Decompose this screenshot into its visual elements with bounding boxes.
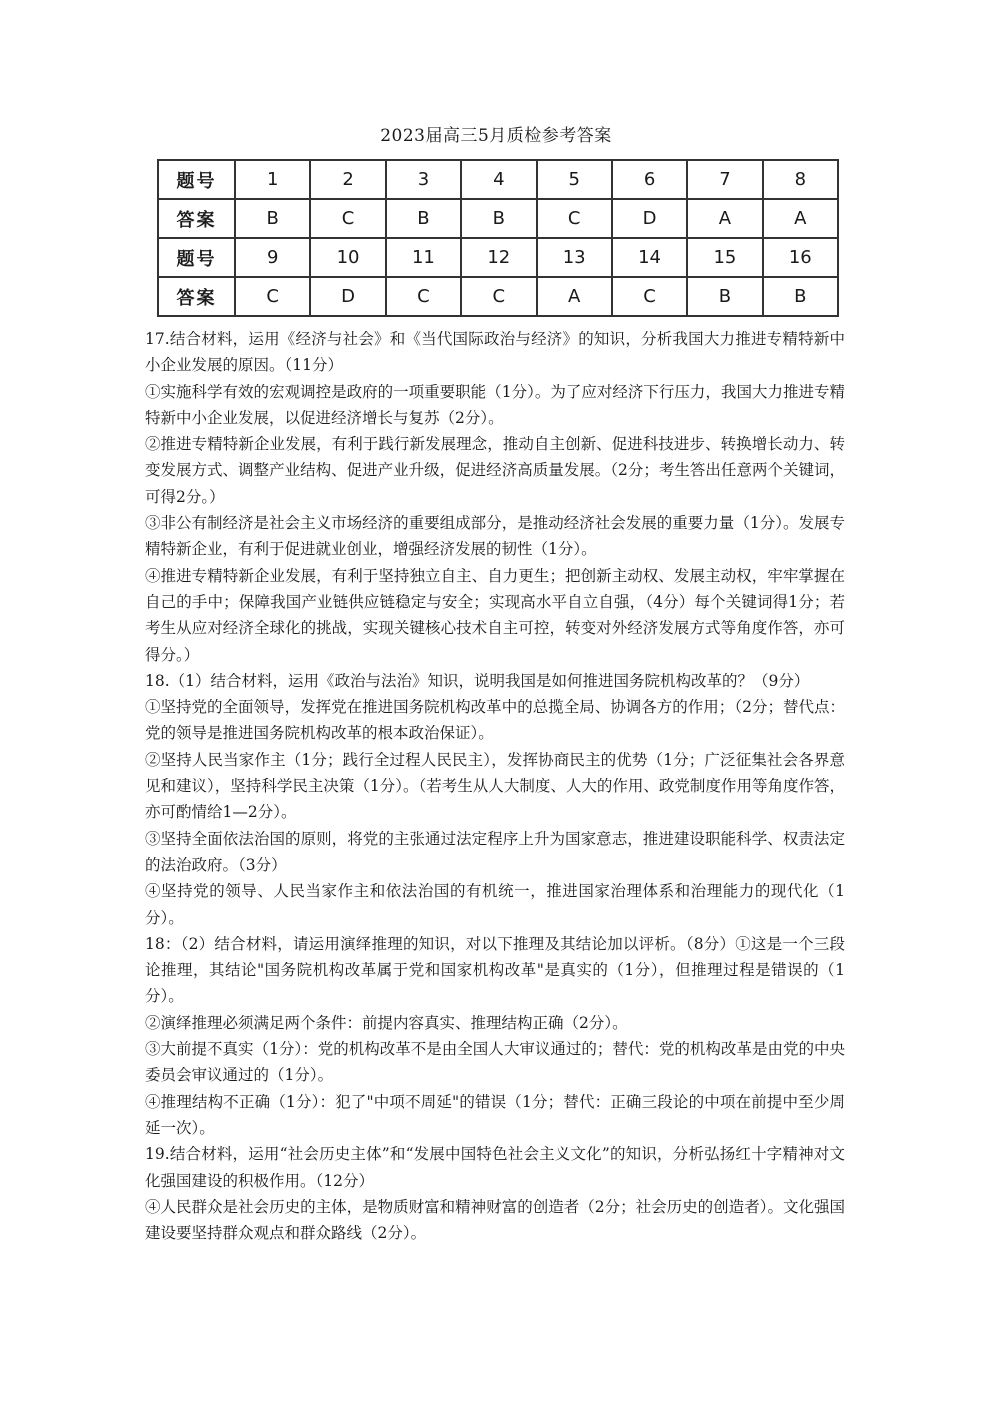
- answer-point: ③非公有制经济是社会主义市场经济的重要组成部分，是推动经济社会发展的重要力量（1分）。发展专精特新企业，有利于促进就业创业，增强经济发展的韧性（1分）。: [145, 514, 845, 559]
- answer-point: ③大前提不真实（1分）：党的机构改革不是由全国人大审议通过的；替代：党的机构改革是由党的中央委员会审议通过的（1分）。: [145, 1040, 845, 1085]
- answer-point: ②坚持人民当家作主（1分；践行全过程人民民主），发挥协商民主的优势（1分；广泛征集社会各界意见和建议），坚持科学民主决策（1分）。（若考生从人大制度、人大的作用、政党制度作用等角度作答，亦可酌情给1—2分）。: [145, 750, 845, 822]
- answer-explanations: [145, 326, 845, 1246]
- table-cell: C: [310, 199, 385, 238]
- question-19-heading: 19.结合材料，运用“社会历史主体”和“发展中国特色社会主义文化”的知识，分析弘扬红十字精神对文化强国建设的积极作用。（12分）: [145, 1145, 845, 1190]
- table-cell: 8: [763, 160, 838, 199]
- table-cell: B: [235, 199, 310, 238]
- table-cell: 14: [612, 238, 687, 277]
- table-cell: A: [763, 199, 838, 238]
- table-cell: D: [310, 277, 385, 316]
- table-cell: 13: [537, 238, 612, 277]
- table-row: [158, 160, 838, 199]
- table-cell: 6: [612, 160, 687, 199]
- table-cell: 12: [461, 238, 536, 277]
- table-cell: D: [612, 199, 687, 238]
- answer-point: ③坚持全面依法治国的原则，将党的主张通过法定程序上升为国家意志，推进建设职能科学、权责法定的法治政府。（3分）: [145, 829, 845, 874]
- row-header: 题号: [158, 238, 235, 277]
- table-cell: A: [687, 199, 762, 238]
- table-cell: C: [386, 277, 461, 316]
- page-title: 2023届高三5月质检参考答案: [380, 126, 612, 146]
- answer-point: ②演绎推理必须满足两个条件：前提内容真实、推理结构正确（2分）。: [145, 1013, 628, 1032]
- answer-point: ④推进专精特新企业发展，有利于坚持独立自主、自力更生；把创新主动权、发展主动权，牢牢掌握在自己的手中；保障我国产业链供应链稳定与安全；实现高水平自立自强，（4分）每个关键词得1分；若考生从应对经济全球化的挑战，实现关键核心技术自主可控，转变对外经济发展方式等角度作答，亦可得分。）: [145, 566, 845, 664]
- answer-point: ④推理结构不正确（1分）：犯了"中项不周延"的错误（1分；替代：正确三段论的中项在前提中至少周延一次）。: [145, 1092, 845, 1137]
- table-cell: C: [461, 277, 536, 316]
- question-17-heading: 17.结合材料，运用《经济与社会》和《当代国际政治与经济》的知识，分析我国大力推进专精特新中小企业发展的原因。（11分）: [145, 330, 845, 375]
- table-cell: 1: [235, 160, 310, 199]
- table-cell: C: [537, 199, 612, 238]
- answer-point: ④人民群众是社会历史的主体，是物质财富和精神财富的创造者（2分；社会历史的创造者）。文化强国建设要坚持群众观点和群众路线（2分）。: [145, 1197, 845, 1243]
- table-cell: 3: [386, 160, 461, 199]
- question-18-1-heading: 18.（1）结合材料，运用《政治与法治》知识，说明我国是如何推进国务院机构改革的？（9分）: [145, 671, 810, 690]
- table-cell: 7: [687, 160, 762, 199]
- row-header: 答案: [158, 199, 235, 238]
- table-cell: C: [612, 277, 687, 316]
- table-row: [158, 238, 838, 277]
- table-cell: B: [461, 199, 536, 238]
- table-cell: 2: [310, 160, 385, 199]
- table-cell: 4: [461, 160, 536, 199]
- table-cell: B: [687, 277, 762, 316]
- table-row: [158, 277, 838, 316]
- table-cell: 11: [386, 238, 461, 277]
- table-cell: B: [763, 277, 838, 316]
- table-cell: 10: [310, 238, 385, 277]
- table-cell: B: [386, 199, 461, 238]
- table-row: [158, 199, 838, 238]
- answer-point: ①实施科学有效的宏观调控是政府的一项重要职能（1分）。为了应对经济下行压力，我国大力推进专精特新中小企业发展，以促进经济增长与复苏（2分）。: [145, 382, 845, 427]
- table-cell: 9: [235, 238, 310, 277]
- table-cell: 15: [687, 238, 762, 277]
- answer-point: ④坚持党的领导、人民当家作主和依法治国的有机统一，推进国家治理体系和治理能力的现代化（1分）。: [145, 882, 845, 927]
- question-18-2-heading: 18：（2）结合材料，请运用演绎推理的知识，对以下推理及其结论加以评析。（8分）①这是一个三段论推理，其结论"国务院机构改革属于党和国家机构改革"是真实的（1分），但推理过程是错误的（1分）。: [145, 934, 845, 1006]
- table-cell: 5: [537, 160, 612, 199]
- row-header: 答案: [158, 277, 235, 316]
- table-cell: A: [537, 277, 612, 316]
- answer-point: ①坚持党的全面领导，发挥党在推进国务院机构改革中的总揽全局、协调各方的作用；（2分；替代点：党的领导是推进国务院机构改革的根本政治保证）。: [145, 698, 845, 743]
- table-cell: 16: [763, 238, 838, 277]
- answer-point: ②推进专精特新企业发展，有利于践行新发展理念，推动自主创新、促进科技进步、转换增长动力、转变发展方式、调整产业结构、促进产业升级，促进经济高质量发展。（2分；考生答出任意两个关键词，可得2分。）: [145, 435, 845, 506]
- answer-table: [157, 159, 839, 317]
- table-cell: C: [235, 277, 310, 316]
- row-header: 题号: [158, 160, 235, 199]
